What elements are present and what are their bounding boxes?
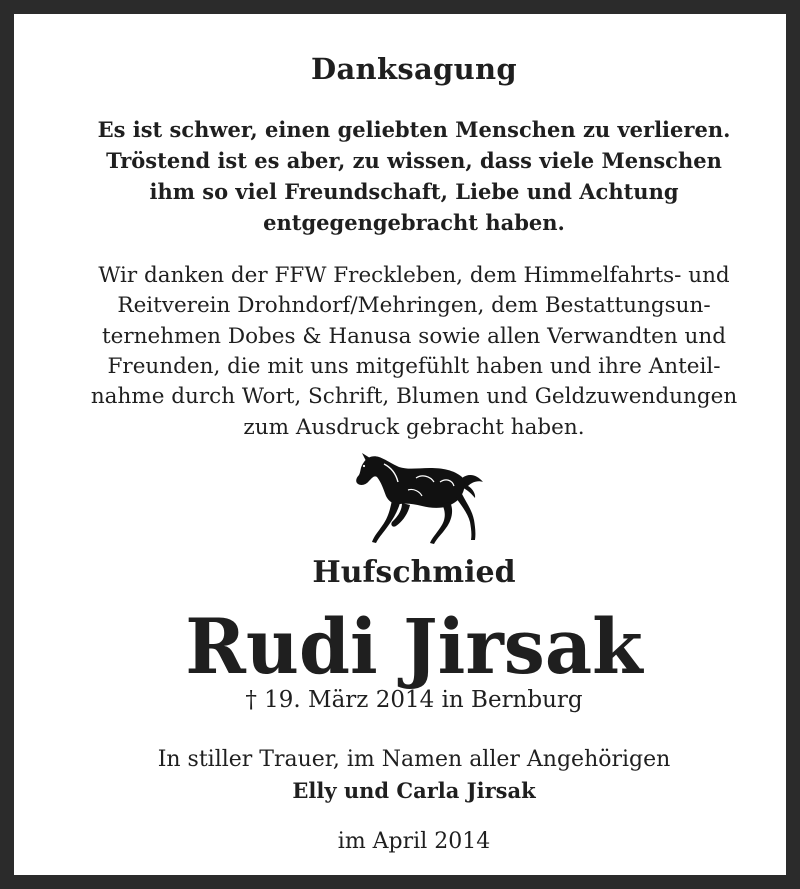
deceased-name: Rudi Jirsak — [185, 602, 643, 691]
intro-line: Tröstend ist es aber, zu wissen, dass viele Menschen — [106, 148, 722, 173]
thanks-line: Wir danken der FFW Freckleben, dem Himmelfahrts- und — [98, 263, 730, 288]
mourning-line: In stiller Trauer, im Namen aller Angehörigen — [157, 747, 671, 772]
intro-line: ihm so viel Freundschaft, Liebe und Achtung — [149, 179, 679, 204]
thanks-line: Freunden, die mit uns mitgefühlt haben und ihre Anteil- — [107, 354, 721, 379]
thanks-line: ternehmen Dobes & Hanusa sowie allen Verwandten und — [102, 324, 726, 349]
thanks-line: nahme durch Wort, Schrift, Blumen und Geldzuwendungen — [90, 384, 738, 409]
horse-icon — [344, 448, 486, 546]
profession: Hufschmied — [312, 555, 516, 590]
date-line: im April 2014 — [337, 829, 491, 854]
death-notice: † 19. März 2014 in Bernburg — [245, 687, 583, 713]
thanks-line: Reitverein Drohndorf/Mehringen, dem Bestattungsun- — [117, 293, 711, 318]
intro-line: entgegengebracht haben. — [263, 210, 565, 235]
signatories: Elly und Carla Jirsak — [292, 778, 536, 803]
thanks-line: zum Ausdruck gebracht haben. — [243, 415, 585, 440]
intro-line: Es ist schwer, einen geliebten Menschen zu verlieren. — [97, 117, 731, 142]
heading: Danksagung — [311, 52, 517, 86]
